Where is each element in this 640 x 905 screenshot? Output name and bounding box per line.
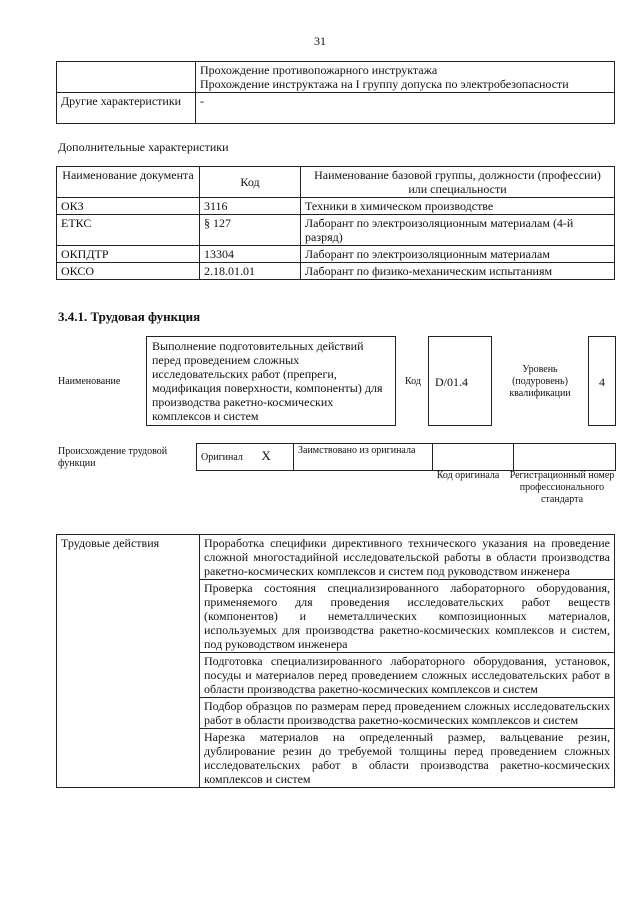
table-row [57, 246, 615, 263]
table-cell: 2.18.01.01 [200, 263, 301, 280]
table-cell: ОКЗ [57, 198, 200, 215]
row-value-line: Прохождение инструктажа на I группу допуска по электробезопасности [200, 77, 569, 91]
table-header-row [57, 167, 615, 198]
table-row [197, 444, 616, 471]
table-cell: Лаборант по физико-механическим испытаниям [301, 263, 615, 280]
function-name-box [146, 336, 396, 426]
table-row [57, 62, 615, 93]
table-cell: ОКСО [57, 263, 200, 280]
action-item: Подготовка специализированного лабораторного оборудования, установок, посуды и материалов перед проведением сложных исследовательских работ в области производства ракетно-космических комплексов и систем [200, 653, 615, 698]
code-box [428, 336, 492, 426]
code-label: Код [405, 376, 421, 387]
table-cell: § 127 [200, 215, 301, 246]
level-box [588, 336, 616, 426]
table-row [57, 93, 615, 124]
action-item: Проработка специфики директивного технического указания на проведение сложной многостадийной исследовательской работы в области производства ракетно-космических комплексов и систем под руководством инженера [200, 535, 615, 580]
page-number: 31 [314, 34, 326, 48]
level-label: Уровень (подуровень) квалификации [509, 364, 571, 399]
original-mark: X [261, 448, 271, 463]
action-item: Проверка состояния специализированного лабораторного оборудования, применяемого для проведения исследовательских работ веществ (компонентов) и неметаллических композиционных материалов, используемых для производства ракетно-космических комплексов и систем, под руководством инженера [200, 580, 615, 653]
row-label: Другие характеристики [57, 93, 196, 124]
row-label [57, 62, 196, 93]
original-label: Оригинал [201, 452, 243, 463]
row-value [196, 62, 615, 93]
column-header: Наименование документа [57, 167, 200, 198]
origin-label: Происхождение трудовой функции [58, 446, 168, 469]
additional-title: Дополнительные характеристики [58, 140, 229, 154]
action-item: Подбор образцов по размерам перед проведением сложных исследовательских работ в области производства ракетно-космических комплексов и систем [200, 698, 615, 729]
table-row [57, 263, 615, 280]
function-name-value: Выполнение подготовительных действий перед проведением сложных исследовательских работ (препреги, модификация поверхности, компоненты) для производства ракетно-космических комплексов и систем [152, 339, 383, 423]
row-value: - [196, 93, 615, 124]
level-value: 4 [599, 375, 605, 389]
table-cell: Лаборант по электроизоляционным материалам [301, 246, 615, 263]
code-original-cell [433, 444, 514, 471]
table-row [57, 215, 615, 246]
top-characteristics-table [56, 61, 615, 124]
row-value-line: Прохождение противопожарного инструктажа [200, 63, 438, 77]
function-heading: 3.4.1. Трудовая функция [58, 309, 201, 324]
reg-number-cell [514, 444, 616, 471]
column-header: Код [200, 167, 301, 198]
labor-actions-table [56, 534, 615, 788]
action-item: Нарезка материалов на определенный размер, вальцевание резин, дублирование резин до требуемой толщины перед проведением сложных исследовательских работ в области производства ракетно-космических комплексов и систем [200, 729, 615, 788]
code-original-caption: Код оригинала [436, 470, 500, 481]
table-row [57, 198, 615, 215]
column-header: Наименование базовой группы, должности (профессии) или специальности [301, 167, 615, 198]
reg-number-caption: Регистрационный номер профессионального стандарта [509, 470, 615, 505]
actions-label: Трудовые действия [57, 535, 200, 788]
code-value: D/01.4 [435, 375, 468, 389]
table-cell: ОКПДТР [57, 246, 200, 263]
table-cell: 3116 [200, 198, 301, 215]
table-cell: Техники в химическом производстве [301, 198, 615, 215]
table-cell: Лаборант по электроизоляционным материалам (4-й разряд) [301, 215, 615, 246]
table-cell: 13304 [200, 246, 301, 263]
table-cell: ЕТКС [57, 215, 200, 246]
original-cell [197, 444, 294, 471]
borrowed-cell: Заимствовано из оригинала [294, 444, 433, 471]
table-row [57, 535, 615, 580]
name-label: Наименование [58, 376, 121, 387]
additional-table [56, 166, 615, 280]
origin-table [196, 443, 616, 471]
